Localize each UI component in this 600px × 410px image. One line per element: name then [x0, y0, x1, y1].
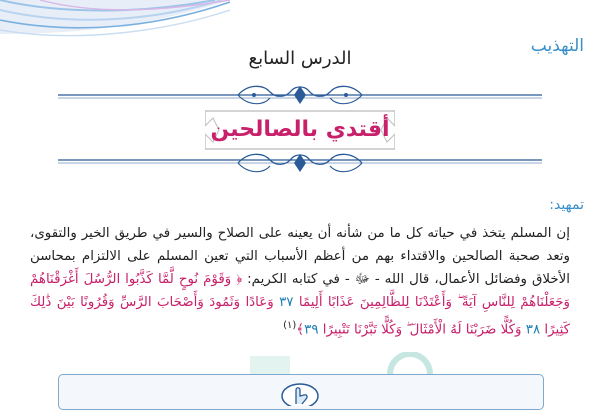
- verse-number-39: ٣٩: [304, 322, 319, 338]
- footnote-reference: (١): [283, 320, 297, 331]
- subject-label: التهذيب: [530, 36, 584, 56]
- ornament-divider-top: [58, 84, 542, 106]
- decorative-waves: [0, 0, 230, 46]
- lesson-number: الدرس السابع: [248, 48, 352, 69]
- ornament-divider-bottom: [58, 152, 542, 174]
- lesson-title: أقتدي بالصالحين: [210, 117, 390, 142]
- quran-verse-37: ﴿ وَقَوْمَ نُوحٍ لَّمَّا كَذَّبُوا الرُّسُلَ أَغْرَقْنَاهُمْ وَجَعَلْنَاهُمْ لِلنَّاسِ آيَةً ۖ وَأَعْتَدْنَا لِلظَّالِمِينَ عَذَابًا أَلِيمًا: [30, 272, 570, 310]
- lesson-title-box: [205, 108, 395, 152]
- intro-text: إن المسلم يتخذ في حياته كل ما من شأنه أن يعينه على الصلاح والسير في طريق الخير والتقوى، وتعد صحبة الصالحين والاقتداء بهم من أعظم الأسباب التي تعين المسلم على الالتزام بمحاسن الأخلاق وفضائل الأعمال، قال الله - ﷻ - في كتابه الكريم:: [30, 226, 570, 287]
- quran-verse-39: وَكُلًّا ضَرَبْنَا لَهُ الْأَمْثَالَ ۖ وَكُلًّا تَبَّرْنَا تَتْبِيرًا: [322, 322, 522, 338]
- verse-number-37: ٣٧: [279, 295, 294, 310]
- verse-number-38: ٣٨: [525, 322, 541, 338]
- hand-pointer-icon: [276, 380, 324, 406]
- intro-label: تمهيد:: [549, 197, 584, 213]
- quran-close-bracket: ﴾: [296, 322, 305, 338]
- quran-verse-38: وَعَادًا وَثَمُودَ وَأَصْحَابَ الرَّسِّ وَقُرُونًا بَيْنَ ذَٰلِكَ كَثِيرًا: [30, 295, 570, 338]
- intro-paragraph: [30, 222, 570, 341]
